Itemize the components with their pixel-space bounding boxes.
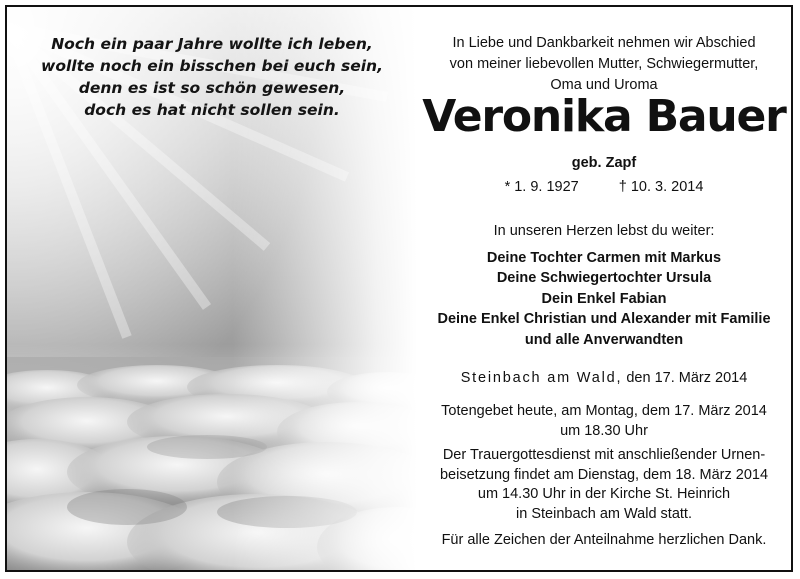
mourners-list xyxy=(417,248,791,350)
service-line: Der Trauergottesdienst mit anschließender Urnen- xyxy=(442,447,766,463)
poem-line: wollte noch ein bisschen bei euch sein, xyxy=(41,57,383,75)
service-line: in Steinbach am Wald statt. xyxy=(516,505,692,522)
poem-line: Noch ein paar Jahre wollte ich leben, xyxy=(51,35,373,53)
farewell-intro xyxy=(417,33,791,96)
mourner-line: Deine Enkel Christian und Alexander mit Familie xyxy=(437,311,771,328)
thanks-line: Für alle Zeichen der Anteilnahme herzlichen Dank. xyxy=(441,532,767,548)
funeral-service-info xyxy=(417,446,791,524)
poem-line: denn es ist so schön gewesen, xyxy=(78,79,346,97)
death-date: † 10. 3. 2014 xyxy=(618,179,704,195)
sky-clouds-photo xyxy=(7,7,417,570)
deceased-name: Veronika Bauer xyxy=(422,91,786,142)
prayer-line: um 18.30 Uhr xyxy=(560,422,648,439)
mourners-intro: In unseren Herzen lebst du weiter: xyxy=(493,223,715,239)
place-date: den 17. März 2014 xyxy=(626,370,748,386)
service-line: um 14.30 Uhr in der Kirche St. Heinrich xyxy=(477,486,731,502)
prayer-line: Totengebet heute, am Montag, dem 17. März 2014 xyxy=(441,403,767,419)
birth-date: * 1. 9. 1927 xyxy=(504,179,579,195)
service-line: beisetzung findet am Dienstag, dem 18. März 2014 xyxy=(439,466,769,483)
birth-name: geb. Zapf xyxy=(571,155,637,171)
poem-line: doch es hat nicht sollen sein. xyxy=(84,101,340,119)
obituary-notice xyxy=(5,5,793,572)
intro-line: In Liebe und Dankbarkeit nehmen wir Abschied xyxy=(452,35,756,51)
intro-line: von meiner liebevollen Mutter, Schwiegermutter, xyxy=(449,56,759,72)
mourner-line: Dein Enkel Fabian xyxy=(541,290,667,307)
mourner-line: und alle Anverwandten xyxy=(524,331,684,348)
mourner-line: Deine Schwiegertochter Ursula xyxy=(496,270,712,287)
prayer-info xyxy=(417,402,791,441)
mourner-line: Deine Tochter Carmen mit Markus xyxy=(486,250,722,266)
place-city: Steinbach am Wald, xyxy=(460,370,623,386)
place-and-date xyxy=(417,370,791,386)
intro-line: Oma und Uroma xyxy=(550,77,658,93)
poem xyxy=(27,33,397,121)
life-dates xyxy=(417,179,791,195)
notice-text-column xyxy=(417,7,791,570)
